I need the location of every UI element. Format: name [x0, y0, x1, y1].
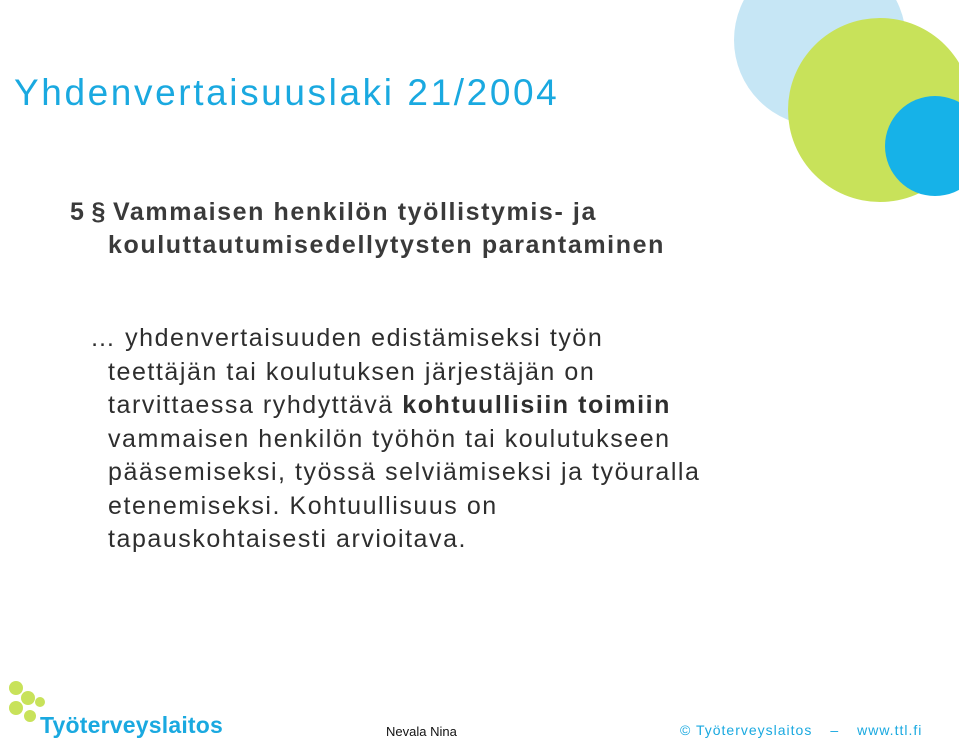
logo-wordmark: Työterveyslaitos: [40, 712, 224, 738]
body-ellipsis: …: [90, 324, 117, 352]
body-emphasis: kohtuullisiin toimiin: [402, 391, 671, 419]
body-line-2: teettäjän tai koulutuksen järjestäjän on: [108, 357, 596, 386]
body-line-1: [90, 322, 828, 356]
section-number: 5: [70, 198, 86, 226]
light-blue-circle: [734, 0, 906, 126]
green-circle: [788, 18, 959, 202]
body-line-6: etenemiseksi. Kohtuullisuus on: [108, 491, 498, 520]
body-line-3-text: tarvittaessa ryhdyttävä: [108, 391, 403, 419]
body-line-4: vammaisen henkilön työhön tai koulutukseen: [108, 424, 671, 453]
body-text: [90, 322, 828, 557]
body-line-5: pääsemiseksi, työssä selviämiseksi ja työuralla: [108, 458, 701, 486]
section-heading-text-2: kouluttautumisedellytysten parantaminen: [108, 231, 665, 259]
slide-title: Yhdenvertaisuuslaki 21/2004: [14, 72, 560, 113]
section-heading-line-1: [70, 196, 830, 229]
footer-copyright: [680, 722, 922, 738]
body-line-7: tapauskohtaisesti arvioitava.: [108, 525, 468, 553]
body-line-3: [108, 389, 828, 423]
section-heading-text-1: Vammaisen henkilön työllistymis- ja: [113, 198, 597, 226]
body-line-1-text: yhdenvertaisuuden edistämiseksi työn: [125, 324, 604, 352]
cyan-circle: [885, 96, 959, 196]
copyright-text: © Työterveyslaitos: [680, 722, 813, 738]
section-sign: §: [91, 198, 108, 226]
section-heading: [70, 196, 830, 262]
footer-dash: –: [830, 722, 840, 738]
footer-url[interactable]: www.ttl.fi: [857, 722, 923, 738]
footer-author: Nevala Nina: [386, 724, 457, 739]
